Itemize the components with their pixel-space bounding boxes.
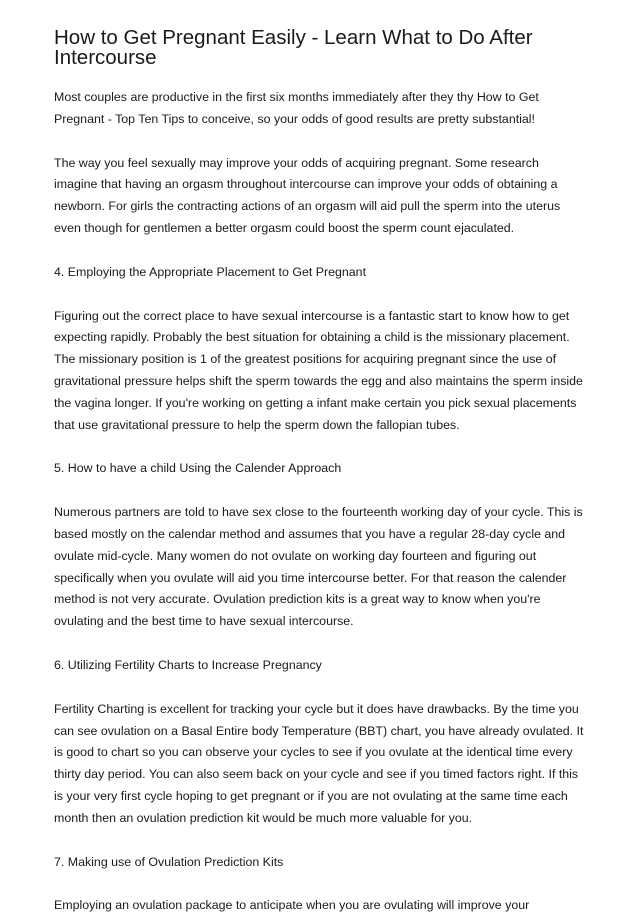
paragraph-placement: Figuring out the correct place to have sexual intercourse is a fantastic start to know how to get expecting rapidly. Probably the best situation for obtaining a child is the missionary placement. The missionary position is 1 of the greatest positions for acquiring pregnant since the use of gravitational pressure helps shift the sperm towards the egg and also maintains the sperm inside the vagina longer. If you're working on getting a infant make certain you pick sexual placements that use gravitational pressure to help the sperm down the fallopian tubes. (54, 308, 583, 432)
section-heading-4: 4. Employing the Appropriate Placement to Get Pregnant (54, 264, 367, 279)
section-heading-6: 6. Utilizing Fertility Charts to Increase Pregnancy (54, 657, 322, 672)
paragraph-orgasm: The way you feel sexually may improve your odds of acquiring pregnant. Some research imagine that having an orgasm throughout intercourse can improve your odds of obtaining a newborn. For girls the contracting actions of an orgasm will aid pull the sperm into the uterus even though for gentlemen a better orgasm could boost the sperm count ejaculated. (54, 155, 561, 235)
section-heading-7: 7. Making use of Ovulation Prediction Kits (54, 854, 284, 869)
section-heading-5: 5. How to have a child Using the Calender Approach (54, 461, 342, 476)
document-title: How to Get Pregnant Easily - Learn What to Do After Intercourse (54, 26, 533, 69)
paragraph-intro: Most couples are productive in the first six months immediately after they thy How to Get Pregnant - Top Ten Tips to conceive, so your odds of good results are pretty substantial! (54, 90, 539, 126)
paragraph-fertility-charts: Fertility Charting is excellent for tracking your cycle but it does have drawbacks. By the time you can see ovulation on a Basal Entire body Temperature (BBT) chart, you have already ovulated. It is good to chart so you can observe your cycles to see if you ovulate at the identical time every thirty day period. You can also seem back on your cycle and see if you timed factors right. If this is your very first cycle hoping to get pregnant or if you are not ovulating at the same time each month then an ovulation prediction kit would be much more valuable for you. (54, 701, 584, 825)
document-page (54, 28, 584, 917)
paragraph-calendar: Numerous partners are told to have sex close to the fourteenth working day of your cycle. This is based mostly on the calendar method and assumes that you have a regular 28-day cycle and ovulate mid-cycle. Many women do not ovulate on working day fourteen and figuring out specifically when you ovulate will aid you time intercourse better. For that reason the calender method is not very accurate. Ovulation prediction kits is a great way to know when you're ovulating and the best time to have sexual intercourse. (54, 505, 583, 629)
paragraph-ovulation-kits: Employing an ovulation package to anticipate when you are ovulating will improve your (54, 898, 530, 913)
